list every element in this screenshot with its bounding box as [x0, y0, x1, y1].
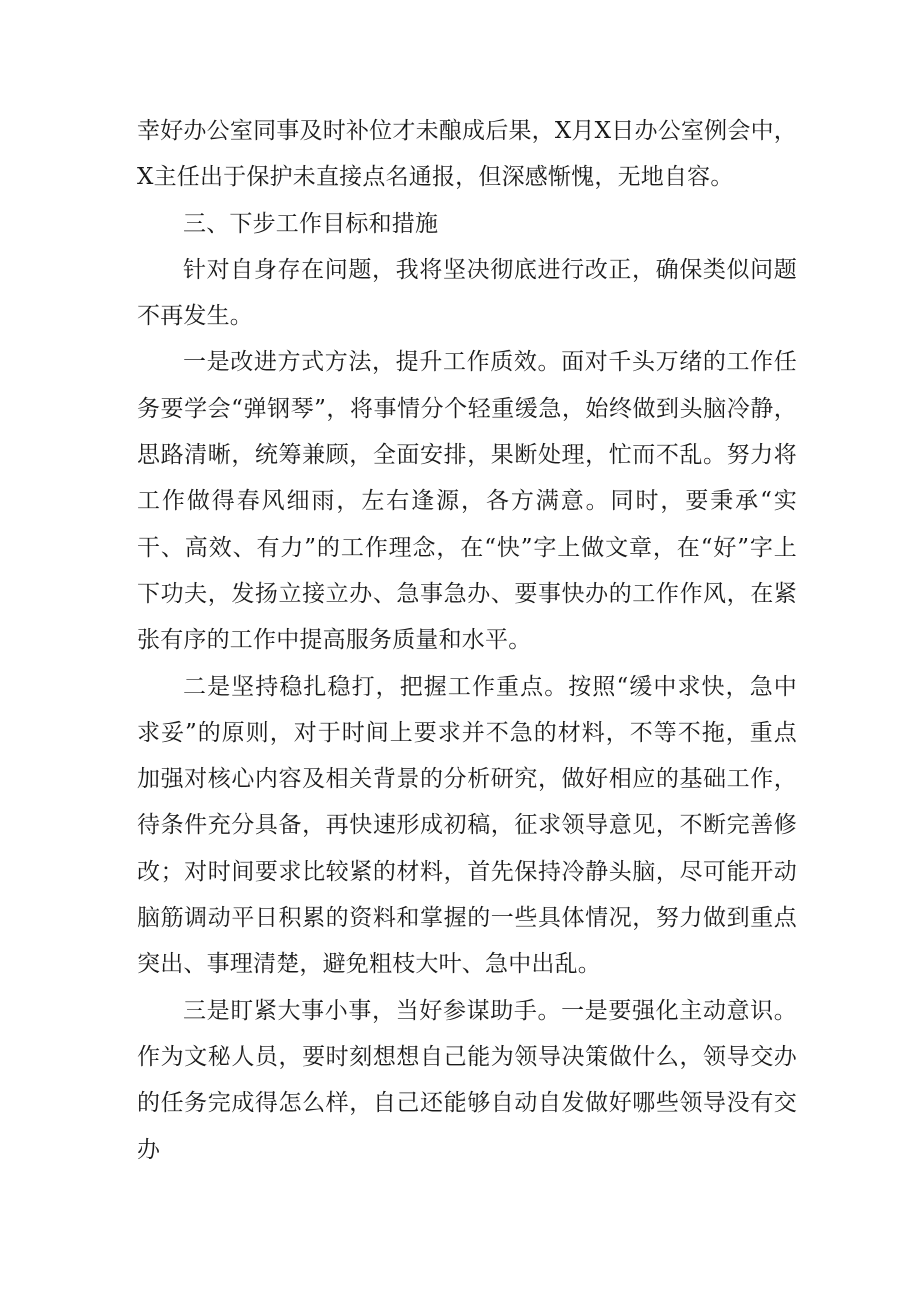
paragraph-continued: 幸好办公室同事及时补位才未酿成后果，X月X日办公室例会中，X主任出于保护未直接点名通报，但深感惭愧，无地自容。: [137, 118, 797, 191]
paragraph-measure-one: 一是改进方式方法，提升工作质效。面对千头万绪的工作任务要学会“弹钢琴”，将事情分个轻重缓急，始终做到头脑冷静，思路清晰，统筹兼顾，全面安排，果断处理，忙而不乱。努力将工作做得春风细雨，左右逢源，各方满意。同时，要秉承“实干、高效、有力”的工作理念，在“快”字上做文章，在“好”字上下功夫，发扬立接立办、急事急办、要事快办的工作作风，在紧张有序的工作中提高服务质量和水平。: [137, 349, 797, 654]
document-body: [137, 108, 797, 1173]
paragraph-intro: 针对自身存在问题，我将坚决彻底进行改正，确保类似问题不再发生。: [137, 256, 797, 330]
paragraph-measure-three: 三是盯紧大事小事，当好参谋助手。一是要强化主动意识。作为文秘人员，要时刻想想自己能为领导决策做什么，领导交办的任务完成得怎么样，自己还能够自动自发做好哪些领导没有交办: [137, 997, 797, 1163]
paragraph-measure-two: 二是坚持稳扎稳打，把握工作重点。按照“缓中求快，急中求妥”的原则，对于时间上要求并不急的材料，不等不拖，重点加强对核心内容及相关背景的分析研究，做好相应的基础工作，待条件充分具备，再快速形成初稿，征求领导意见，不断完善修改；对时间要求比较紧的材料，首先保持冷静头脑，尽可能开动脑筋调动平日积累的资料和掌握的一些具体情况，努力做到重点突出、事理清楚，避免粗枝大叶、急中出乱。: [137, 673, 797, 978]
section-heading: 三、下步工作目标和措施: [183, 210, 439, 237]
